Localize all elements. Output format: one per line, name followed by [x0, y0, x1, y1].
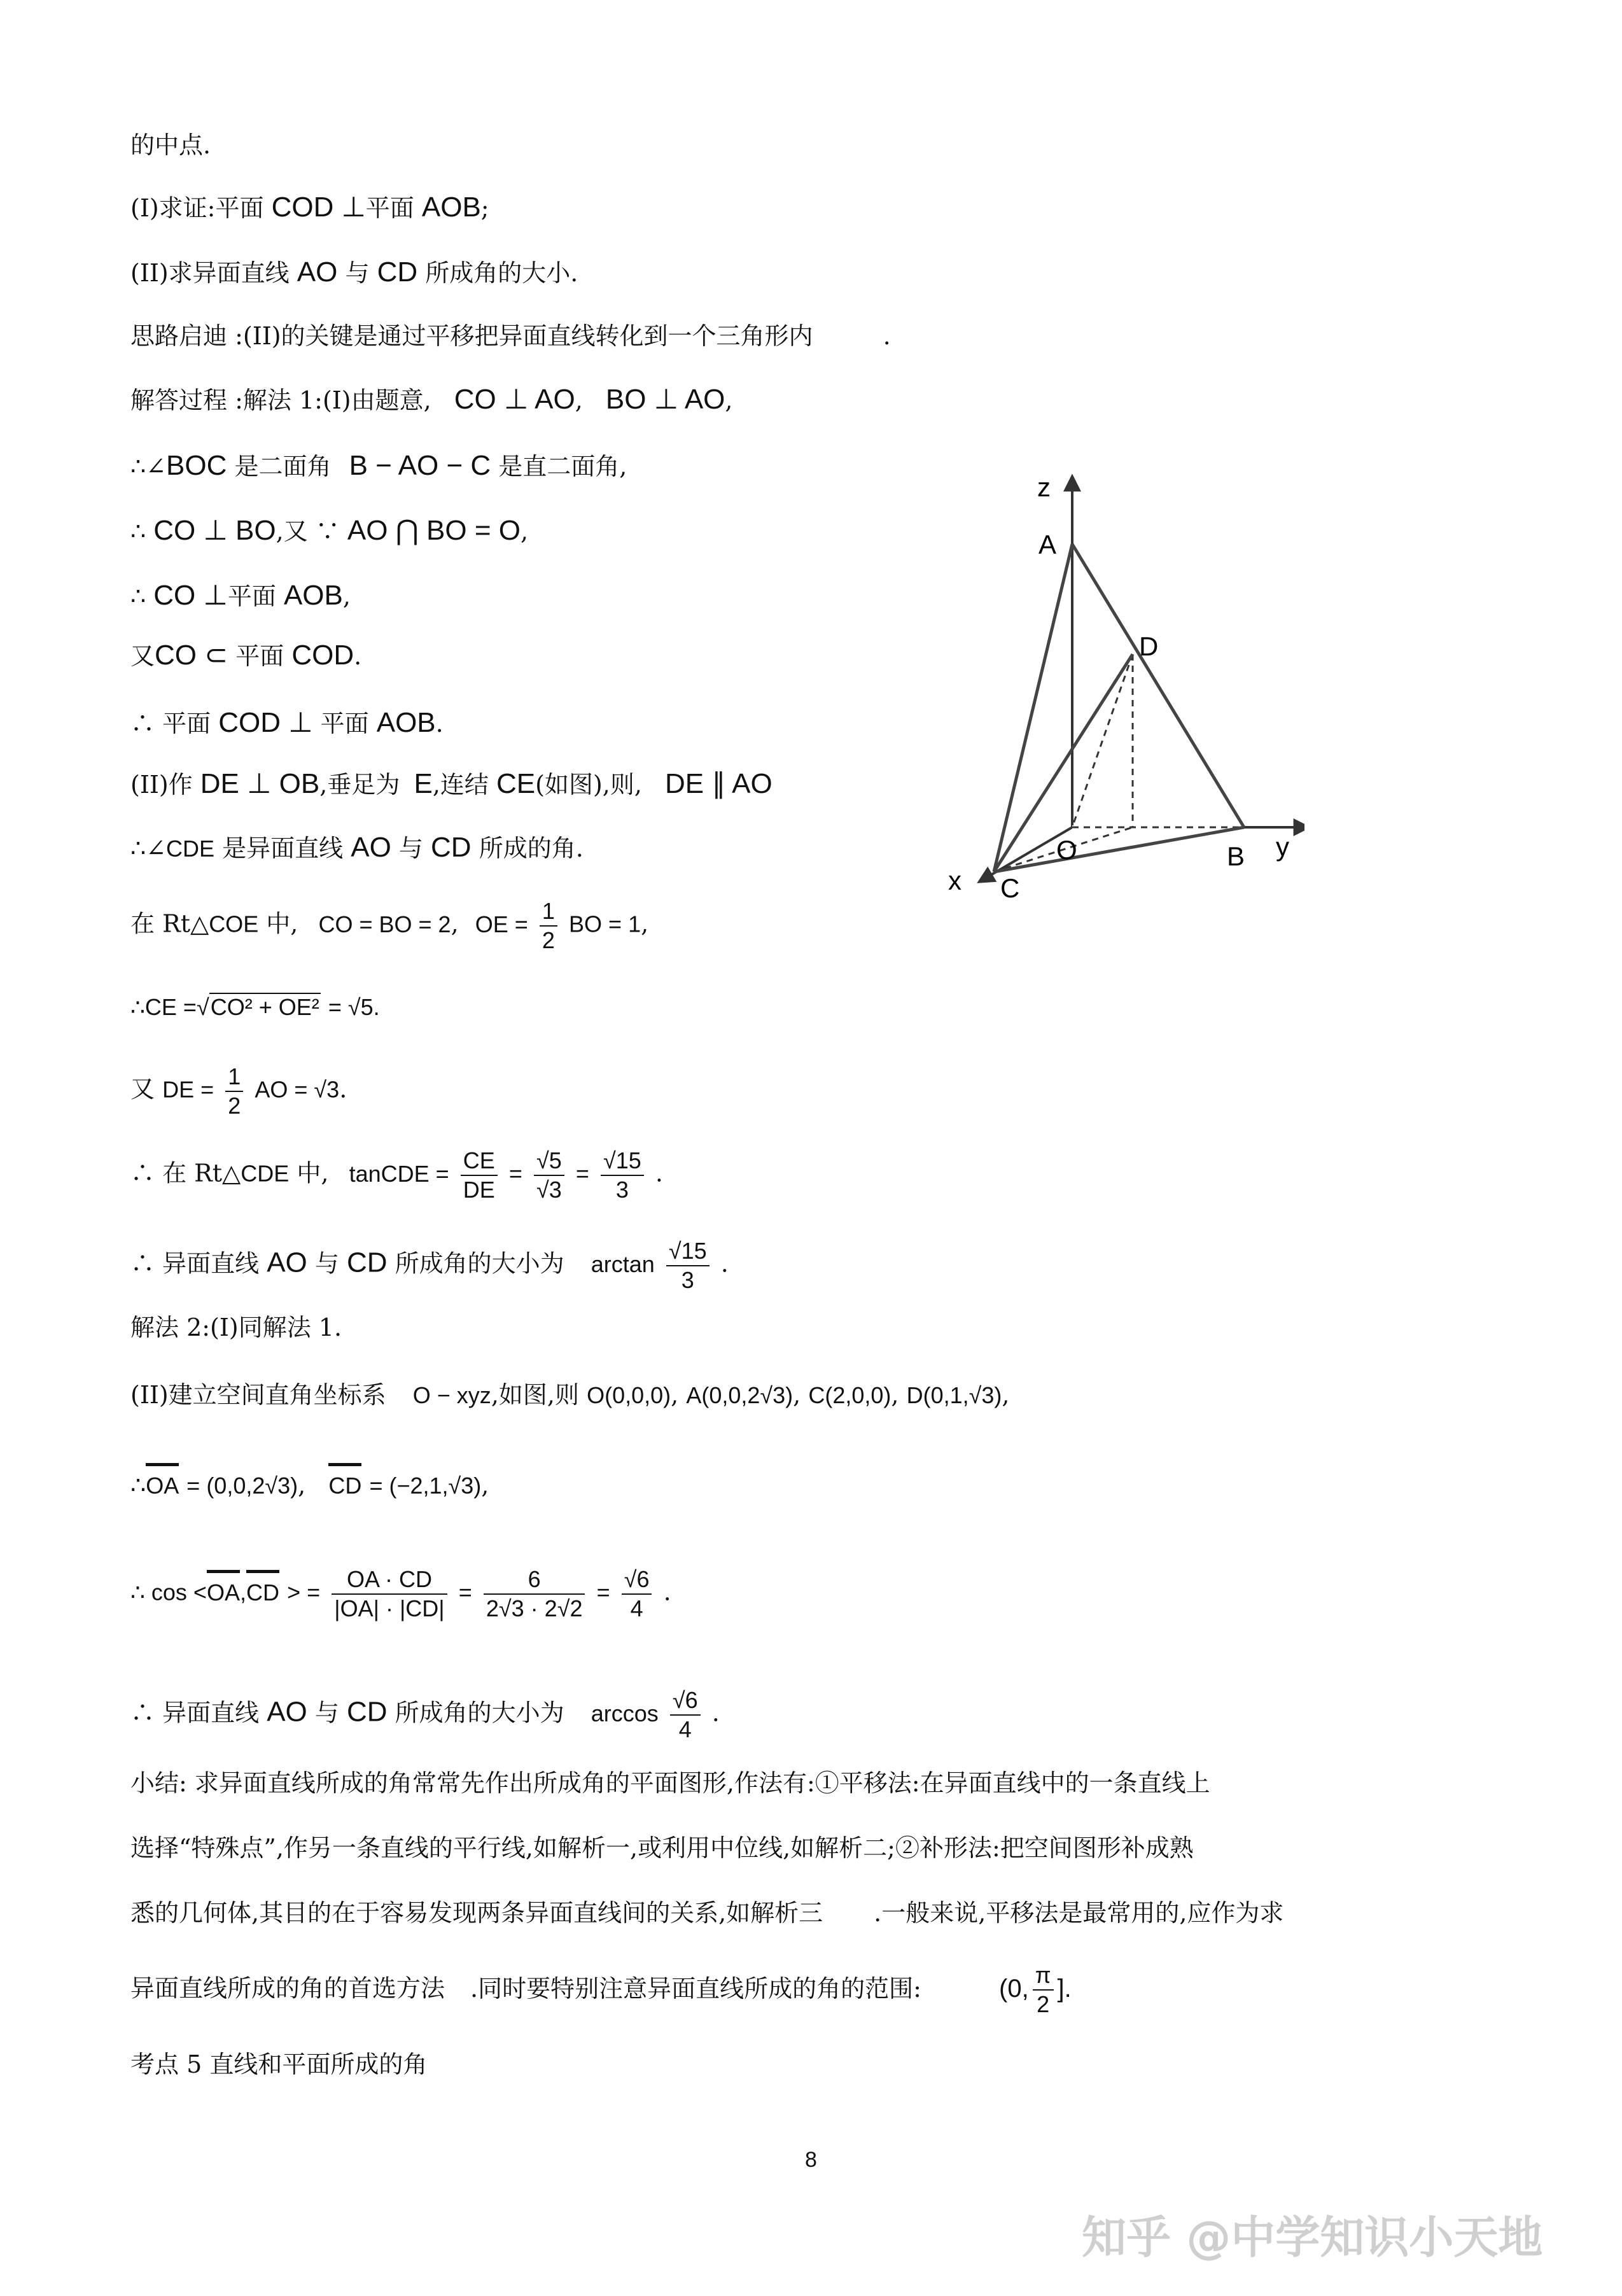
text-line: ∴ 平面 COD ⊥ 平面 AOB. — [130, 707, 444, 738]
text-line: 解法 2:(I)同解法 1. — [130, 1313, 342, 1341]
label-A: A — [1038, 529, 1057, 559]
section-heading: 考点 5 直线和平面所成的角 — [130, 2050, 428, 2078]
geometry-figure — [948, 458, 1304, 916]
text-line: (II)建立空间直角坐标系 O − xyz,如图,则 O(0,0,0), A(0,0,2√3), C(2,0,0), D(0,1,√3), — [130, 1381, 1010, 1409]
text-line: 的中点. — [130, 131, 211, 159]
fraction: $\frac{OA \cdot CD}{|OA| \cdot |CD|}$ — [332, 1565, 447, 1623]
fraction: $\frac{1}{2}$ — [540, 897, 557, 955]
fraction: $\frac{6}{2√3 \cdot 2√2}$ — [484, 1565, 585, 1623]
angle-range: (0, $\frac{\pi}{2}$ ]. — [999, 1962, 1072, 2017]
label-y: y — [1276, 832, 1289, 862]
fraction: $\frac{√6}{4}$ — [670, 1686, 701, 1744]
edge-DO — [1072, 654, 1133, 827]
text-line: ∴ CO ⊥ BO,又 ∵ AO ⋂ BO = O, — [130, 515, 529, 546]
text-line: 在 Rt△COE 中, CO = BO = 2, OE = $\frac{1}{2}$ BO = 1, — [130, 898, 649, 953]
text-line: ∴∠BOC 是二面角 B − AO − C 是直二面角, — [130, 450, 627, 481]
text-line: 悉的几何体,其目的在于容易发现两条异面直线间的关系,如解析三 .一般来说,平移法是最常用的,应作为求 — [130, 1899, 1284, 1927]
text-line: (I)求证:平面 COD ⊥平面 AOB; — [130, 192, 489, 223]
text-line: (II)求异面直线 AO 与 CD 所成角的大小. — [130, 256, 578, 288]
label-B: B — [1227, 841, 1245, 871]
fraction: $\frac{√15}{3}$ — [601, 1147, 644, 1204]
text-line: ∴∠CDE 是异面直线 AO 与 CD 所成的角. — [130, 832, 584, 863]
fraction: $\frac{√5}{√3}$ — [534, 1147, 564, 1204]
label-D: D — [1139, 631, 1159, 661]
edge-AC — [994, 544, 1072, 872]
text-line: 小结: 求异面直线所成的角常常先作出所成角的平面图形,作法有:①平移法:在异面直线中的一条直线上 — [130, 1769, 1210, 1797]
text-line: ∴ 异面直线 AO 与 CD 所成角的大小为 arctan $\frac{√15}{3}$ . — [130, 1238, 729, 1293]
fraction: $\frac{√6}{4}$ — [622, 1565, 652, 1623]
text-line: 异面直线所成的角的首选方法 .同时要特别注意异面直线所成的角的范围: (0, $\frac{\pi}{2}$ ]. — [130, 1962, 1072, 2017]
text-line: ∴OA = (0,0,2√3), CD = (−2,1,√3), — [130, 1469, 489, 1502]
edge-AB — [1072, 544, 1244, 827]
page-number: 8 — [805, 2148, 817, 2172]
text-line: 解答过程 :解法 1:(I)由题意, CO ⊥ AO, BO ⊥ AO, — [130, 384, 733, 415]
fraction: $\frac{1}{2}$ — [225, 1063, 243, 1120]
text-line: (II)作 DE ⊥ OB,垂足为 E,连结 CE(如图),则, DE ∥ AO — [130, 768, 773, 799]
text-line: ∴ 在 Rt△CDE 中, tanCDE = $\frac{CE}{DE}$ = $\frac{√5}{√3}$ = $\frac{√15}{3}$ . — [130, 1147, 663, 1203]
edge-CB — [994, 827, 1244, 872]
fraction: $\frac{√15}{3}$ — [666, 1237, 710, 1294]
label-O: O — [1056, 835, 1077, 865]
text-line: ∴ CO ⊥平面 AOB, — [130, 580, 351, 611]
watermark: 知乎 @中学知识小天地 — [1082, 2211, 1543, 2264]
text-line: ∴ cos <OA,CD > = $\frac{OA \cdot CD}{|OA| \cdot |CD|}$ = $\frac{6}{2√3 \cdot 2√2}$ = $\frac{√6}{4}$ . — [130, 1566, 671, 1621]
text-line: 选择“特殊点”,作另一条直线的平行线,如解析一,或利用中位线,如解析二;②补形法:把空间图形补成熟 — [130, 1834, 1194, 1862]
text-line: ∴CE =√CO² + OE² = √5. — [130, 994, 380, 1020]
label-C: C — [1000, 873, 1020, 903]
text-line: ∴ 异面直线 AO 与 CD 所成角的大小为 arccos $\frac{√6}{4}$ . — [130, 1687, 720, 1742]
text-line: 思路启迪 :(II)的关键是通过平移把异面直线转化到一个三角形内 . — [130, 322, 891, 350]
text-line: 又 DE = $\frac{1}{2}$ AO = √3. — [130, 1063, 347, 1119]
label-x: x — [948, 865, 961, 895]
label-z: z — [1037, 472, 1051, 502]
fraction: $\frac{CE}{DE}$ — [461, 1147, 498, 1204]
text-line: 又CO ⊂ 平面 COD. — [130, 640, 362, 671]
